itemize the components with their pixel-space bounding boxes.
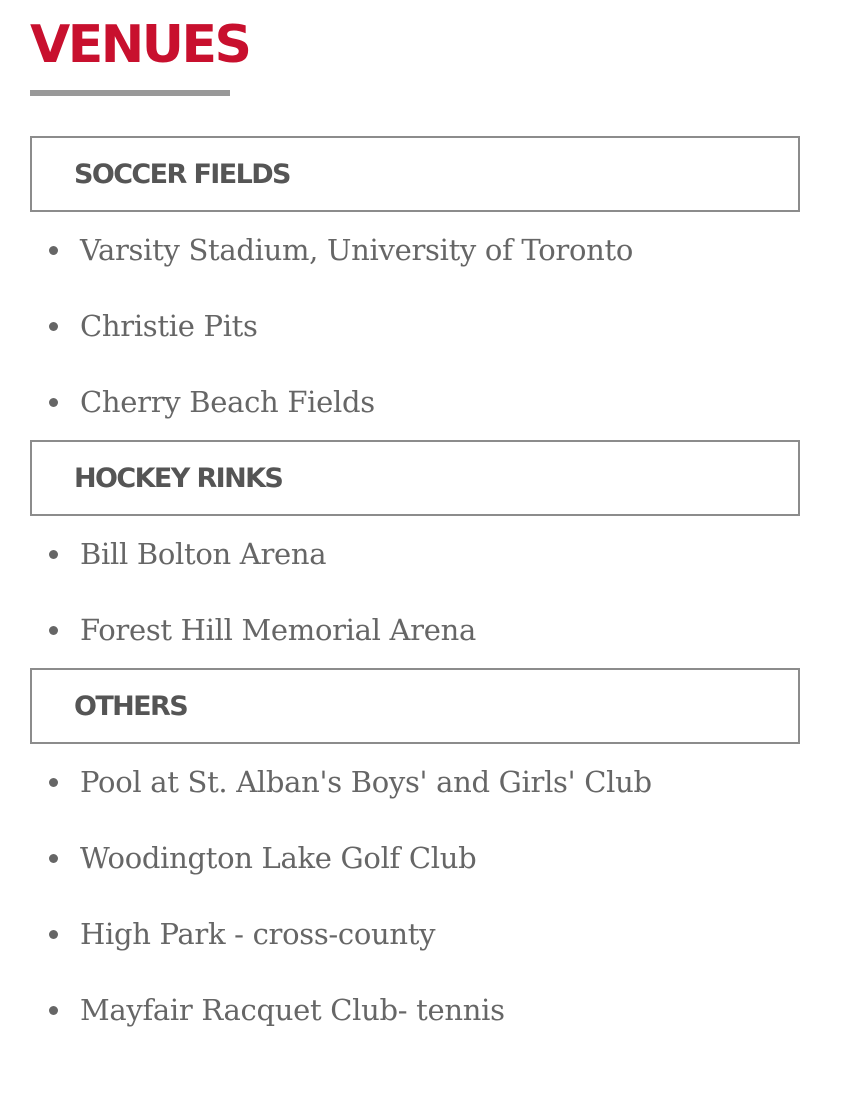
venue-name: Forest Hill Memorial Arena — [80, 612, 476, 647]
list-item — [30, 364, 800, 440]
bullet-icon — [49, 1006, 58, 1015]
page-title: VENUES — [30, 15, 250, 75]
list-item — [30, 592, 800, 668]
list-item — [30, 744, 800, 820]
venue-list — [30, 212, 800, 440]
bullet-icon — [49, 854, 58, 863]
spacer — [30, 96, 800, 136]
section-header — [30, 668, 800, 744]
venue-name: Pool at St. Alban's Boys' and Girls' Club — [80, 764, 652, 799]
list-item — [30, 972, 800, 1048]
list-item — [30, 896, 800, 972]
venue-name: High Park - cross-county — [80, 916, 436, 951]
venue-name: Mayfair Racquet Club- tennis — [80, 992, 505, 1027]
section-hockey-rinks — [30, 440, 800, 668]
venue-name: Christie Pits — [80, 308, 258, 343]
section-title: SOCCER FIELDS — [74, 158, 290, 190]
bullet-icon — [49, 398, 58, 407]
list-item — [30, 212, 800, 288]
section-title: OTHERS — [74, 690, 188, 722]
venue-list — [30, 516, 800, 668]
venue-name: Bill Bolton Arena — [80, 536, 327, 571]
bullet-icon — [49, 246, 58, 255]
bullet-icon — [49, 550, 58, 559]
section-others — [30, 668, 800, 1048]
bullet-icon — [49, 322, 58, 331]
list-item — [30, 516, 800, 592]
section-header — [30, 440, 800, 516]
venue-name: Woodington Lake Golf Club — [80, 840, 477, 875]
venue-list — [30, 744, 800, 1048]
section-soccer-fields — [30, 136, 800, 440]
list-item — [30, 288, 800, 364]
venues-page — [30, 0, 800, 1048]
venue-name: Varsity Stadium, University of Toronto — [80, 232, 633, 267]
bullet-icon — [49, 626, 58, 635]
venue-name: Cherry Beach Fields — [80, 384, 375, 419]
section-title: HOCKEY RINKS — [74, 462, 283, 494]
list-item — [30, 820, 800, 896]
section-header — [30, 136, 800, 212]
bullet-icon — [49, 930, 58, 939]
bullet-icon — [49, 778, 58, 787]
